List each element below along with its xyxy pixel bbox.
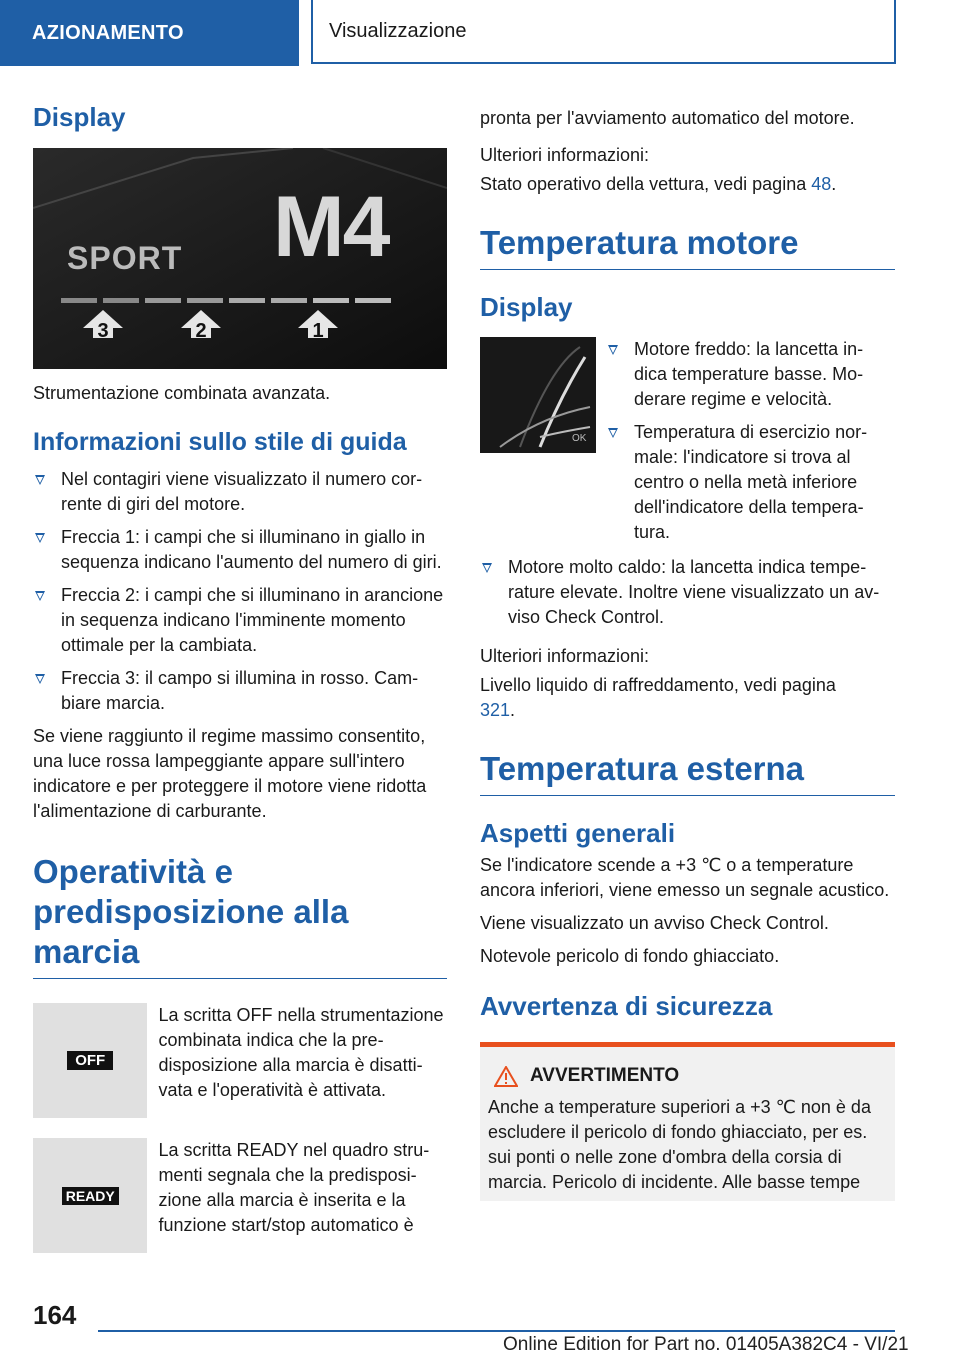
- state-reference: Stato operativo della vettura, vedi pagina 48.: [480, 174, 837, 194]
- engine-temp-heading: Temperatura motore: [480, 223, 895, 270]
- list-item: Freccia 3: il campo si illumina in rosso. Cambiare marcia.: [33, 666, 447, 716]
- ready-text: La scritta READY nel quadro strumenti segnala che la predisposizione alla marcia è inserita e la funzione start/stop automatico è: [158, 1140, 430, 1235]
- more-info-label-2: Ulteriori informazioni:: [480, 646, 650, 666]
- engine-full-bullets: [480, 555, 895, 630]
- page-link-321[interactable]: 321: [480, 700, 511, 720]
- list-item: Nel contagiri viene visualizzato il numero corrente di giri del motore.: [33, 467, 447, 517]
- right-column: [480, 106, 895, 1201]
- chapter-title: Visualizzazione: [311, 0, 896, 64]
- ready-indicator-image: [33, 1138, 147, 1253]
- continued-text: pronta per l'avviamento automatico del motore.: [480, 108, 855, 128]
- off-block: [33, 1003, 447, 1118]
- footer-divider: [98, 1330, 895, 1332]
- temp-gauge-image: [480, 337, 596, 453]
- display-heading: Display: [33, 102, 126, 132]
- general-heading: Aspetti generali: [480, 818, 676, 848]
- list-item: Motore freddo: la lancetta indica temperature basse. Moderare regime e velocità.: [606, 337, 871, 412]
- page-number: 164: [33, 1300, 77, 1330]
- m4-label: M4: [273, 179, 389, 275]
- off-indicator-label: OFF: [67, 1051, 113, 1070]
- style-heading: Informazioni sullo stile di guida: [33, 428, 407, 456]
- ext-temp-heading: Temperatura esterna: [480, 749, 895, 796]
- warning-title: AVVERTIMENTO: [530, 1065, 680, 1086]
- section-title: AZIONAMENTO: [0, 0, 299, 66]
- warning-text: Anche a temperature superiori a +3 ℃ non è da escludere il pericolo di fondo ghiacciato, per es. sui ponti o nelle zone d'ombra della corsia di marcia. Pericolo di incidente. Alle basse tempe: [488, 1097, 871, 1192]
- more-info-label: Ulteriori informazioni:: [480, 145, 650, 165]
- arrow-2-label: 2: [195, 320, 207, 342]
- engine-gauge-block: [480, 337, 895, 553]
- safety-heading: Avvertenza di sicurezza: [480, 991, 773, 1021]
- ready-block: [33, 1138, 447, 1253]
- style-bullet-list: [33, 467, 447, 716]
- arrow-3-label: 3: [97, 320, 109, 342]
- list-item: Temperatura di esercizio normale: l'indicatore si trova al centro o nella metà inferiore dell'indicatore della temperatura.: [606, 420, 871, 545]
- list-item: Freccia 1: i campi che si illuminano in giallo in sequenza indicano l'aumento del numero di giri.: [33, 525, 447, 575]
- gauge-ok-label: OK: [572, 433, 587, 444]
- edition-note: Online Edition for Part no. 01405A382C4 - VI/21: [503, 1334, 909, 1355]
- arrow-1-label: 1: [312, 320, 324, 342]
- coolant-reference: Livello liquido di raffreddamento, vedi pagina 321.: [480, 675, 836, 720]
- engine-display-heading: Display: [480, 292, 573, 322]
- ready-heading: Operatività e predisposizione alla marcia: [33, 852, 447, 979]
- page-header: [0, 0, 960, 66]
- left-column: [33, 96, 447, 1253]
- page-link-48[interactable]: 48: [811, 174, 832, 194]
- warning-box: [480, 1042, 895, 1201]
- general-p3: Notevole pericolo di fondo ghiacciato.: [480, 946, 780, 966]
- warning-triangle-icon: [494, 1066, 518, 1087]
- image-caption: Strumentazione combinata avanzata.: [33, 383, 331, 403]
- off-indicator-image: [33, 1003, 147, 1118]
- off-text: La scritta OFF nella strumentazione combinata indica che la predisposizione alla marcia è disattivata e l'operatività è attivata.: [158, 1005, 444, 1100]
- warning-header: [494, 1065, 887, 1087]
- list-item: Motore molto caldo: la lancetta indica temperature elevate. Inoltre viene visualizzato un avviso Check Control.: [480, 555, 895, 630]
- ready-indicator-label: READY: [62, 1187, 119, 1205]
- cluster-image: [33, 148, 447, 369]
- sport-label: SPORT: [67, 240, 183, 276]
- list-item: Freccia 2: i campi che si illuminano in arancione in sequenza indicano l'imminente momento ottimale per la cambiata.: [33, 583, 447, 658]
- general-p1: Se l'indicatore scende a +3 ℃ o a temperature ancora inferiori, viene emesso un segnale acustico.: [480, 855, 890, 900]
- engine-side-bullets: [606, 337, 871, 553]
- style-paragraph: Se viene raggiunto il regime massimo consentito, una luce rossa lampeggiante appare sull'intero indicatore e per proteggere il motore viene ridotta l'alimentazione di carburante.: [33, 726, 427, 821]
- general-p2: Viene visualizzato un avviso Check Control.: [480, 913, 829, 933]
